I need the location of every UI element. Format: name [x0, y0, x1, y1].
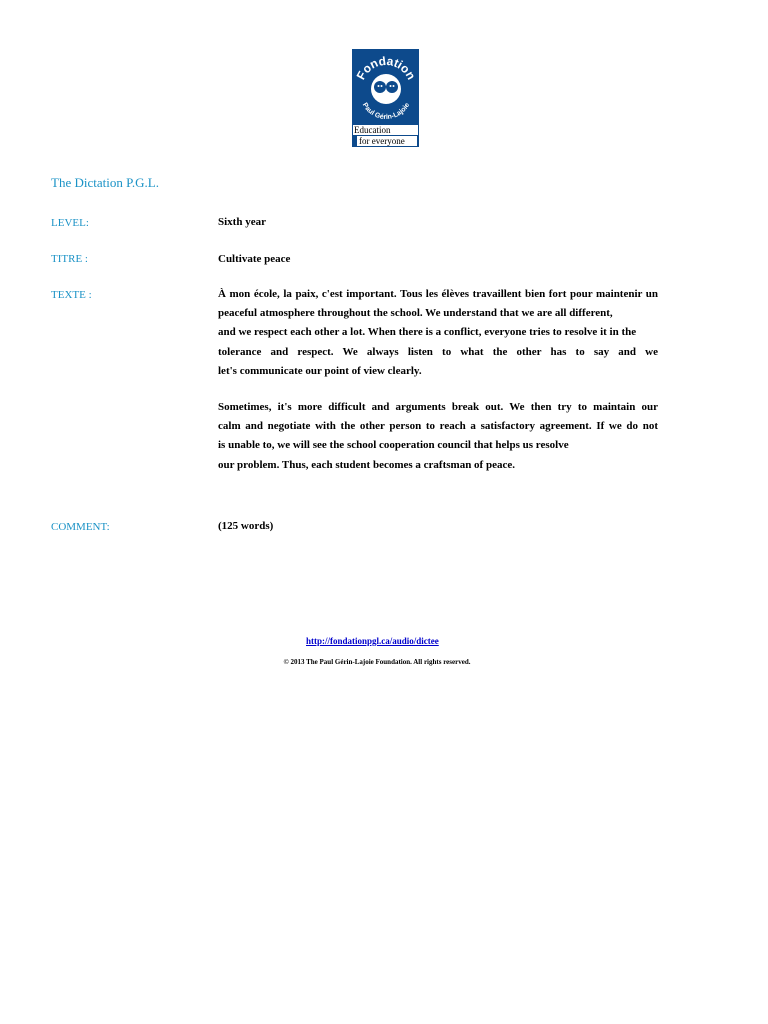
texte-paragraph-2	[218, 398, 658, 475]
paragraph-line: let's communicate our point of view clearly.	[218, 364, 422, 377]
paragraph-line: our problem. Thus, each student becomes a craftsman of peace.	[218, 458, 515, 471]
paragraph-line: À mon école, la paix, c'est important. Tous les élèves travaillent bien fort pour maintenir un	[218, 288, 658, 300]
level-label: LEVEL:	[51, 217, 89, 229]
document-title: The Dictation P.G.L.	[51, 175, 159, 190]
logo-tagline-everyone: for everyone	[357, 136, 417, 146]
dictation-audio-link[interactable]: http://fondationpgl.ca/audio/dictee	[306, 636, 439, 646]
paragraph-line: calm and negotiate with the other person to reach a satisfactory agreement. If we do not	[218, 420, 658, 433]
level-value: Sixth year	[218, 216, 266, 228]
paragraph-line: peaceful atmosphere throughout the school. We understand that we are all different,	[218, 307, 613, 320]
logo-brand-text: Fondation	[353, 53, 419, 83]
comment-value: (125 words)	[218, 520, 274, 532]
foundation-logo	[352, 49, 419, 147]
svg-text:Paul Gérin-Lajoie	[361, 102, 411, 121]
titre-value: Cultivate peace	[218, 253, 291, 265]
logo-emblem-icon	[352, 49, 419, 125]
comment-label: COMMENT:	[51, 521, 110, 533]
logo-tagline-education: Education	[353, 125, 418, 135]
paragraph-line: Sometimes, it's more difficult and arguments break out. We then try to maintain our	[218, 401, 658, 413]
texte-label: TEXTE :	[51, 289, 92, 301]
texte-paragraph-1	[218, 285, 658, 381]
paragraph-line: is unable to, we will see the school cooperation council that helps us resolve	[218, 439, 569, 452]
copyright-notice: © 2013 The Paul Gérin-Lajoie Foundation. All rights reserved.	[283, 658, 471, 666]
paragraph-line: and we respect each other a lot. When there is a conflict, everyone tries to resolve it in the	[218, 326, 637, 339]
titre-label: TITRE :	[51, 253, 88, 265]
paragraph-line: tolerance and respect. We always listen to what the other has to say and we	[218, 345, 658, 358]
logo-sub-text: Paul Gérin-Lajoie	[360, 101, 412, 122]
